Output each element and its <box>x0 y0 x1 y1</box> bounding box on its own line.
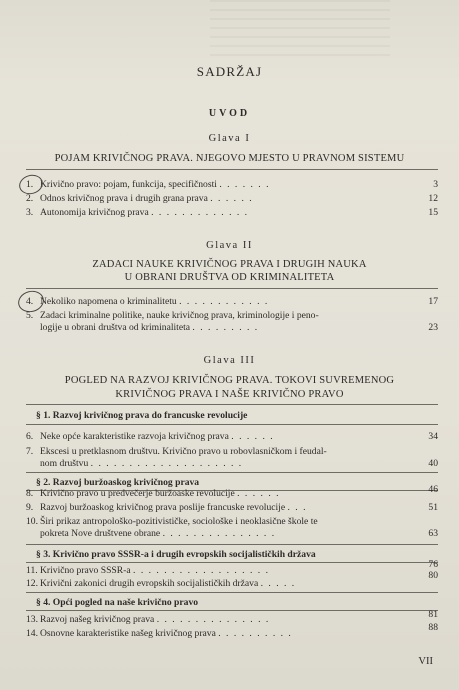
entry-text: Osnovne karakteristike našeg krivičnog prava <box>40 628 216 639</box>
bleed-through-text <box>210 0 390 60</box>
leader-dots: . . . <box>287 502 307 513</box>
entry-number: 3. <box>26 207 34 218</box>
leader-dots: . . . . . . . . . . . . . <box>151 207 249 218</box>
entry-page: 40 <box>428 458 438 469</box>
entry-number: 14. <box>26 628 38 639</box>
chapter-2-divider <box>26 288 438 289</box>
entry-number: 10. <box>26 516 38 527</box>
entry-text: Krivično pravo: pojam, funkcija, specifičnosti <box>40 179 217 190</box>
entry-page: 15 <box>428 207 438 218</box>
entry-number: 5. <box>26 310 34 321</box>
entry-text-cont: nom društvu <box>40 458 89 469</box>
entry-page: 51 <box>428 502 438 513</box>
entry-number: 2. <box>26 193 34 204</box>
entry-page: 88 <box>428 622 438 633</box>
entry-number: 6. <box>26 431 34 442</box>
entry-page: 34 <box>428 431 438 442</box>
page-number: VII <box>418 656 433 667</box>
section-4-divider <box>26 610 438 611</box>
leader-dots: . . . . . . . . . . . . . . . . . . . . <box>90 458 243 469</box>
entry-text: Krivično pravo SSSR-a <box>40 565 131 576</box>
entry-text-cont: logije u obrani društva od kriminaliteta <box>40 322 191 333</box>
entry-number: 11. <box>26 565 38 576</box>
section-1-divider <box>26 424 438 425</box>
entry-text: Krivično pravo u predvečerje buržoaske revolucije <box>40 488 235 499</box>
leader-dots: . . . . . . <box>237 488 281 499</box>
chapter-2-label: Glava II <box>206 240 253 251</box>
entry-page: 12 <box>428 193 438 204</box>
section-3-heading: § 3. Krivično pravo SSSR-a i drugih evropskih socijalističkih država <box>36 549 316 560</box>
entry-text: Razvoj našeg krivičnog prava <box>40 614 155 625</box>
entry-number: 8. <box>26 488 34 499</box>
section-4-divider-top <box>26 592 438 593</box>
page-title: SADRŽAJ <box>196 64 263 79</box>
section-3-divider-top <box>26 544 438 545</box>
entry-page: 23 <box>428 322 438 333</box>
leader-dots: . . . . . <box>260 578 296 589</box>
section-2-heading: § 2. Razvoj buržoaskog krivičnog prava <box>36 477 200 488</box>
entry-text: Autonomija krivičnog prava <box>40 207 149 218</box>
leader-dots: . . . . . . . . . . . . . . . <box>162 528 276 539</box>
part-title: UVOD <box>208 108 251 119</box>
entry-number: 7. <box>26 446 34 457</box>
entry-text: Odnos krivičnog prava i drugih grana prava <box>40 193 208 204</box>
leader-dots: . . . . . . <box>210 193 254 204</box>
entry-page: 46 <box>428 484 438 495</box>
leader-dots: . . . . . . . . . . . . <box>179 296 269 307</box>
section-4-heading: § 4. Opći pogled na naše krivično pravo <box>36 597 199 608</box>
entry-page: 3 <box>433 179 438 190</box>
entry-text-cont: pokreta Nove društvene obrane <box>40 528 161 539</box>
chapter-2-heading-line1: ZADACI NAUKE KRIVIČNOG PRAVA I DRUGIH NAUKA <box>92 259 367 270</box>
entry-number: 13. <box>26 614 38 625</box>
entry-text: Zadaci kriminalne politike, nauke krivičnog prava, kriminologije i peno- <box>40 310 319 321</box>
entry-number: 1. <box>26 179 34 190</box>
entry-text: Krivični zakonici drugih evropskih socijalističkih država <box>40 578 259 589</box>
chapter-3-heading-line2: KRIVIČNOG PRAVA I NAŠE KRIVIČNO PRAVO <box>115 389 344 400</box>
entry-number: 9. <box>26 502 34 513</box>
section-3-divider <box>26 562 438 563</box>
entry-page: 63 <box>428 528 438 539</box>
entry-number: 4. <box>26 296 34 307</box>
entry-page: 17 <box>428 296 438 307</box>
chapter-2-heading-line2: U OBRANI DRUŠTVA OD KRIMINALITETA <box>124 272 335 283</box>
entry-page: 80 <box>428 570 438 581</box>
entry-page: 81 <box>428 609 438 620</box>
leader-dots: . . . . . . . . . . . . . . . <box>156 614 270 625</box>
leader-dots: . . . . . . . <box>219 179 270 190</box>
entry-text: Neke opće karakteristike razvoja krivičnog prava <box>40 431 229 442</box>
entry-page: 76 <box>428 559 438 570</box>
leader-dots: . . . . . . . . . <box>192 322 259 333</box>
chapter-1-heading: POJAM KRIVIČNOG PRAVA. NJEGOVO MJESTO U PRAVNOM SISTEMU <box>54 153 405 164</box>
leader-dots: . . . . . . . . . . <box>218 628 293 639</box>
entry-text: Razvoj buržoaskog krivičnog prava poslije francuske revolucije <box>40 502 286 513</box>
section-2-divider-top <box>26 472 438 473</box>
chapter-3-heading-line1: POGLED NA RAZVOJ KRIVIČNOG PRAVA. TOKOVI SUVREMENOG <box>64 375 395 386</box>
entry-text: Ekscesi u pretklasnom društvu. Krivično pravo u robovlasničkom i feudal- <box>40 446 327 457</box>
leader-dots: . . . . . . <box>231 431 275 442</box>
chapter-1-label: Glava I <box>208 133 251 144</box>
leader-dots: . . . . . . . . . . . . . . . . . . <box>133 565 270 576</box>
section-1-heading: § 1. Razvoj krivičnog prava do francuske revolucije <box>36 410 248 421</box>
entry-text: Širi prikaz antropološko-pozitivističke, sociološke i neoklasične škole te <box>40 516 318 527</box>
chapter-1-divider <box>26 169 438 170</box>
chapter-3-divider-top <box>26 404 438 405</box>
entry-text: Nekoliko napomena o kriminalitetu <box>40 296 177 307</box>
chapter-3-label: Glava III <box>203 355 256 366</box>
entry-number: 12. <box>26 578 38 589</box>
